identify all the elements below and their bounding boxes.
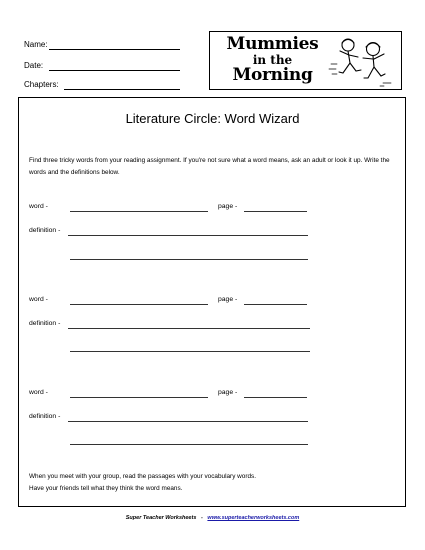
chapters-field[interactable] (24, 80, 59, 89)
name-label: Name: (24, 40, 48, 49)
closing-instructions (29, 471, 399, 495)
footer-brand: Super Teacher Worksheets (125, 515, 197, 521)
definition-line[interactable] (68, 328, 310, 329)
definition-line-2[interactable] (70, 444, 308, 445)
word-line[interactable] (70, 211, 208, 212)
definition-line-2[interactable] (70, 351, 310, 352)
book-title (220, 36, 325, 84)
definition-line[interactable] (68, 421, 308, 422)
footer-separator: - (200, 515, 203, 521)
worksheet-title: Literature Circle: Word Wizard (125, 111, 300, 126)
name-field[interactable] (24, 40, 48, 49)
date-line[interactable] (49, 70, 180, 71)
definition-line[interactable] (68, 235, 308, 236)
word-line[interactable] (70, 397, 208, 398)
date-label: Date: (24, 61, 44, 70)
word-line[interactable] (70, 304, 208, 305)
definition-label: definition - (29, 320, 61, 327)
date-field[interactable] (24, 61, 43, 70)
closing-line-1: When you meet with your group, read the passages with your vocabulary words. (29, 473, 256, 480)
page-label: page - (218, 203, 238, 210)
instructions: Find three tricky words from your reading assignment. If you're not sure what a word means, ask an adult or look it up. Write the words and the definitions below. (29, 157, 390, 176)
book-title-line1: Mummies (226, 34, 319, 54)
page-line[interactable] (244, 397, 307, 398)
chapters-label: Chapters: (24, 80, 59, 89)
page-line[interactable] (244, 304, 307, 305)
word-label: word - (29, 203, 48, 210)
footer (0, 515, 425, 521)
definition-label: definition - (29, 413, 61, 420)
page-line[interactable] (244, 211, 307, 212)
book-title-line2: in the (252, 53, 293, 67)
page-label: page - (218, 389, 238, 396)
name-line[interactable] (49, 49, 180, 50)
chapters-line[interactable] (64, 89, 180, 90)
word-label: word - (29, 296, 48, 303)
definition-line-2[interactable] (70, 259, 308, 260)
closing-line-2: Have your friends tell what they think the word means. (29, 485, 183, 492)
book-title-box (209, 31, 402, 90)
definition-label: definition - (29, 227, 61, 234)
book-title-line3: Morning (232, 65, 313, 85)
page-label: page - (218, 296, 238, 303)
footer-url-link[interactable]: www.superteacherworksheets.com (207, 515, 300, 521)
word-label: word - (29, 389, 48, 396)
kids-running-illustration (328, 34, 398, 88)
